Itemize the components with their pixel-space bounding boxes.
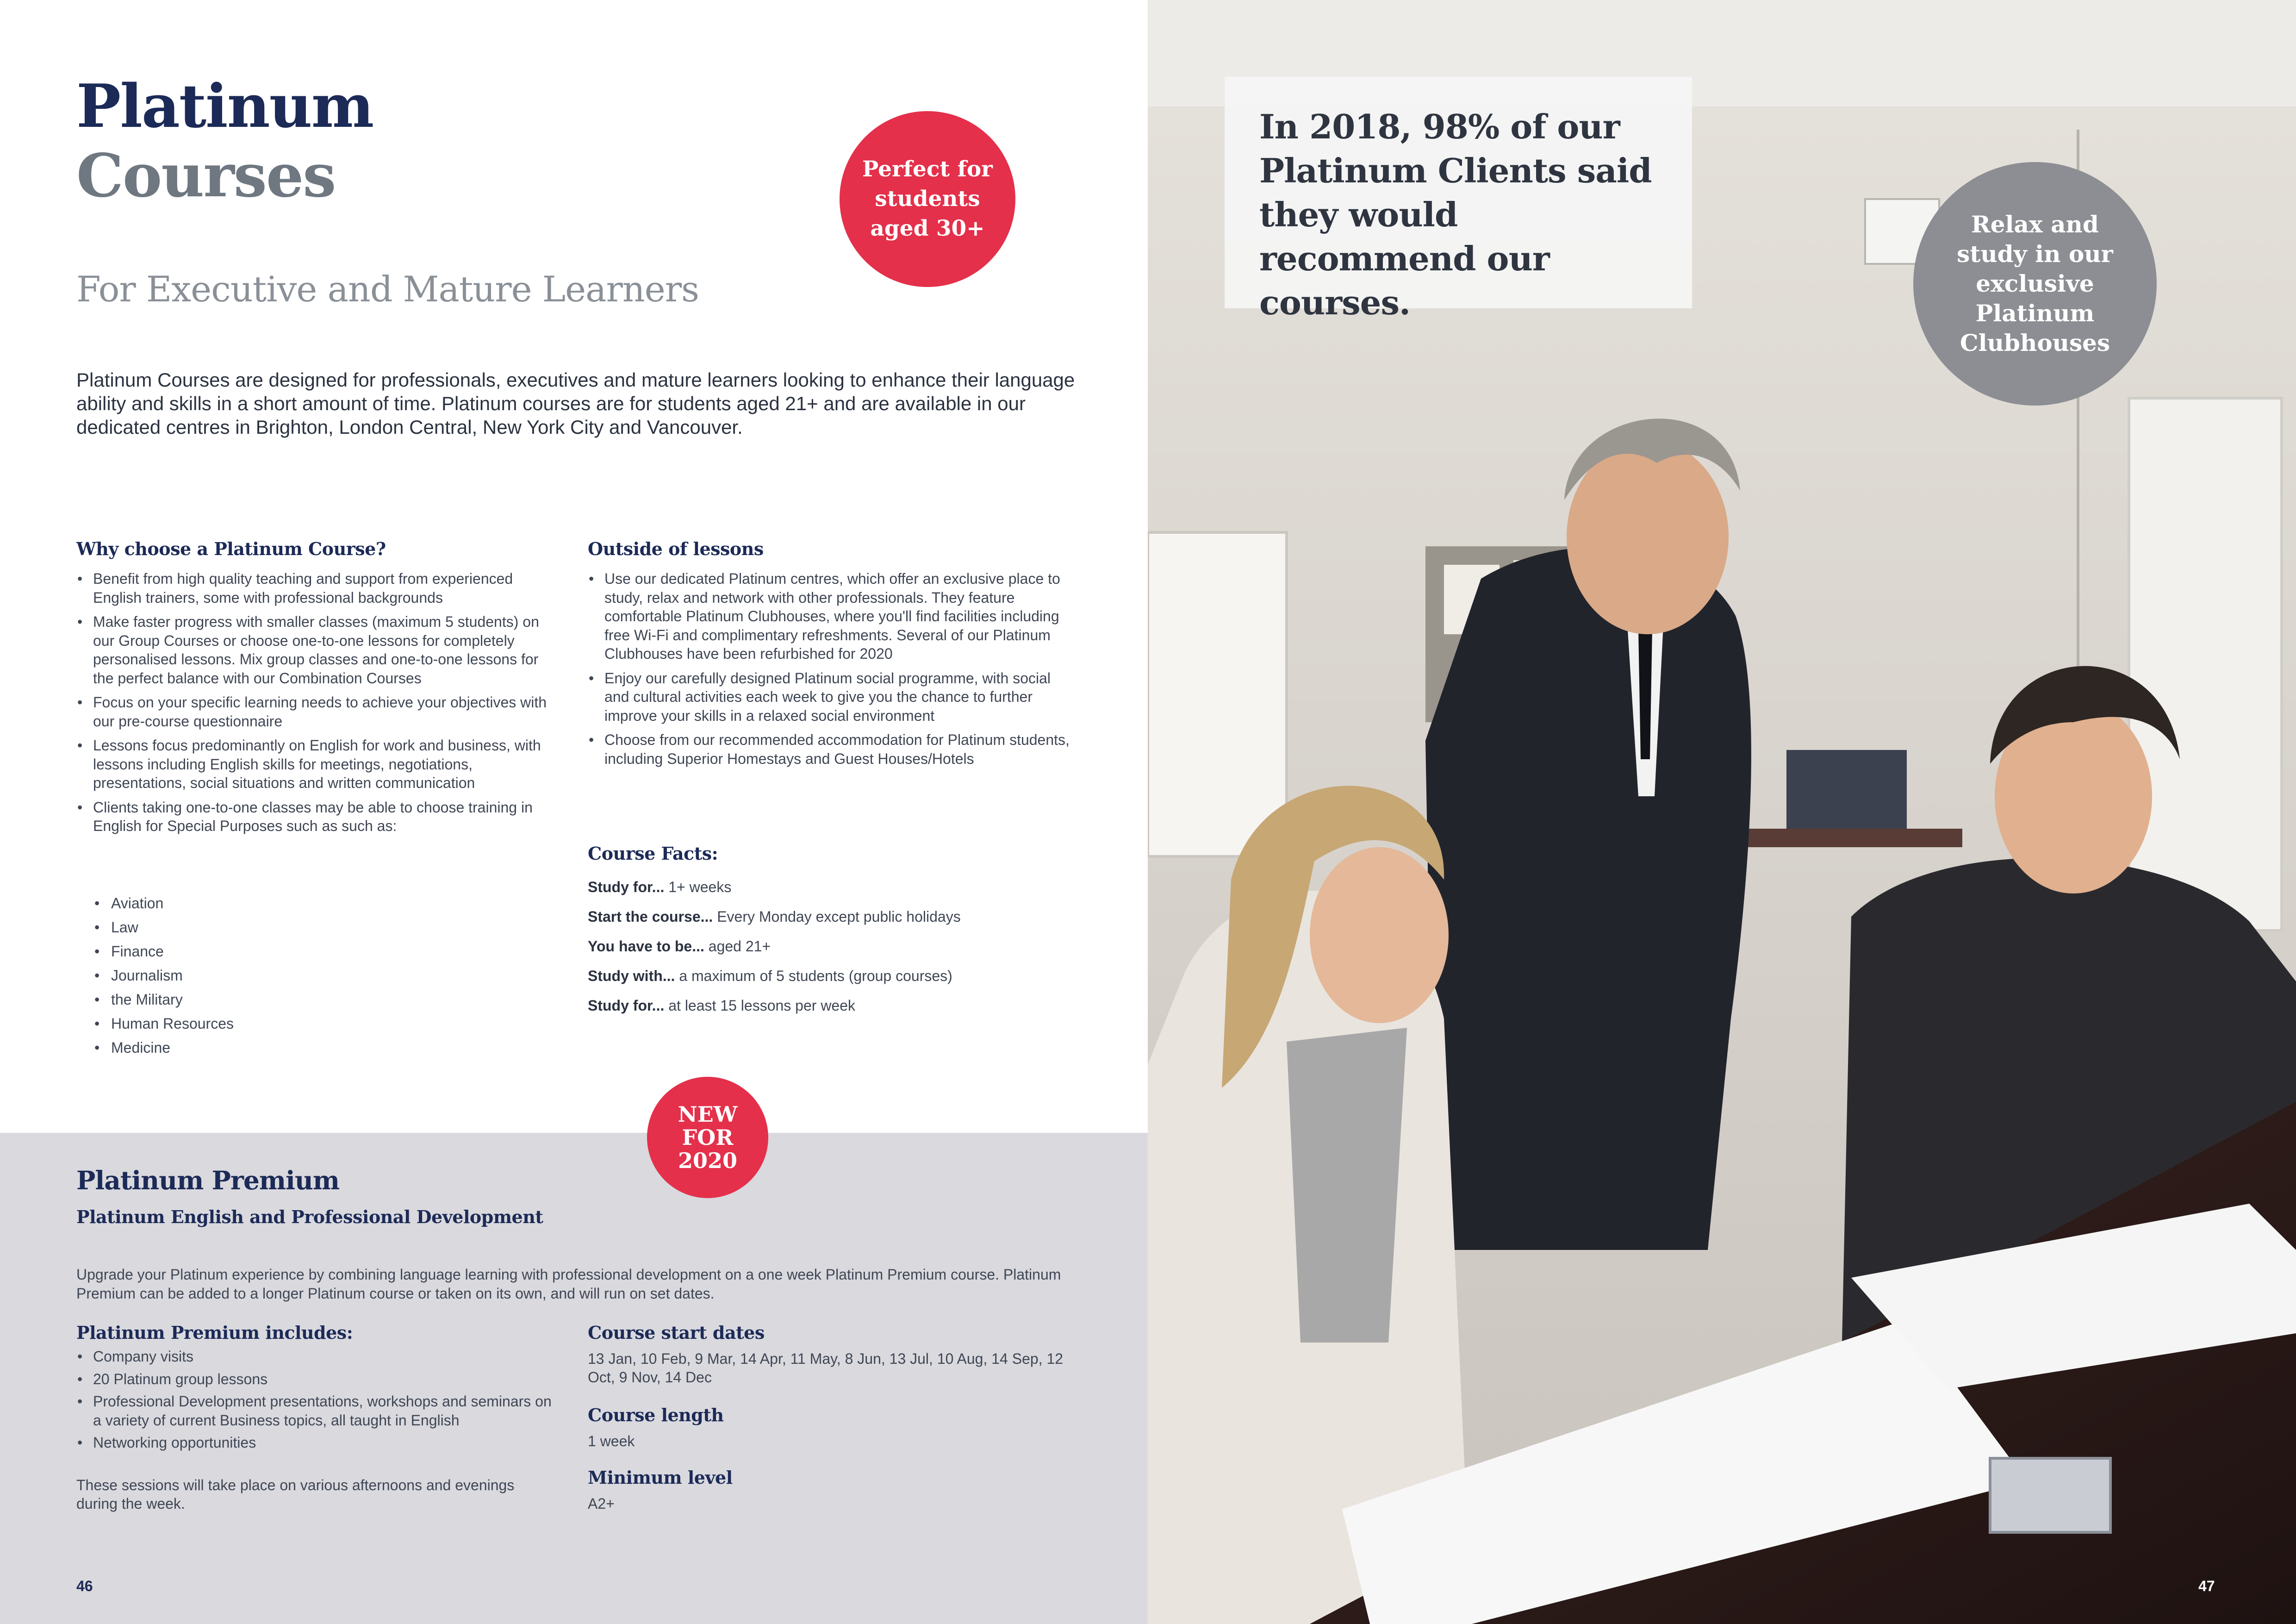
fact-row bbox=[588, 876, 961, 906]
new-for-2020-badge bbox=[647, 1077, 768, 1198]
premium-intro: Upgrade your Platinum experience by combining language learning with professional development on a one week Platinum Premium course. Platinum Premium can be added to a longer Platinum course or taken on its own, and will run on set dates. bbox=[76, 1266, 1061, 1302]
premium-includes-heading: Platinum Premium includes: bbox=[76, 1322, 353, 1343]
age-badge bbox=[840, 111, 1015, 287]
list-item: • Benefit from high quality teaching and support from experienced English trainers, some with professional backgrounds bbox=[76, 569, 553, 607]
clubhouse-badge-text: Relax and study in our exclusive Platinum Clubhouses bbox=[1957, 211, 2113, 356]
facts-heading: Course Facts: bbox=[588, 843, 718, 864]
quote-box bbox=[1225, 77, 1692, 322]
list-item: • Networking opportunities bbox=[76, 1433, 553, 1452]
man-jacket bbox=[1425, 547, 1751, 1250]
list-item: • Focus on your specific learning needs to achieve your objectives with our pre-course questionnaire bbox=[76, 693, 553, 731]
fact-label: Start the course... bbox=[588, 908, 713, 925]
clubhouse-badge bbox=[1913, 162, 2157, 406]
fact-label: Study with... bbox=[588, 968, 675, 984]
man-face bbox=[1567, 440, 1729, 634]
special-purposes-list bbox=[76, 891, 493, 1060]
list-item: • Aviation bbox=[76, 891, 493, 915]
list-item: • Make faster progress with smaller classes (maximum 5 students) on our Group Courses or choose one-to-one lessons for completely personalised lessons. Mix group classes and one-to-one lessons for the perfect balance with our Combination Courses bbox=[76, 612, 553, 687]
monitor bbox=[1786, 750, 1907, 838]
testimonial-quote: In 2018, 98% of our Platinum Clients said they would recommend our courses. bbox=[1259, 107, 1652, 322]
list-item: • 20 Platinum group lessons bbox=[76, 1370, 553, 1389]
woman-scarf bbox=[1287, 1028, 1407, 1343]
fact-row bbox=[588, 906, 961, 935]
minimum-level-heading: Minimum level bbox=[588, 1467, 733, 1488]
desk-object bbox=[1990, 1458, 2110, 1532]
new-badge-text bbox=[678, 1103, 738, 1172]
new-badge-line: 2020 bbox=[678, 1148, 738, 1173]
list-item: • Professional Development presentations, workshops and seminars on a variety of current Business topics, all taught in English bbox=[76, 1392, 553, 1430]
fact-row bbox=[588, 935, 961, 965]
list-item: • Lessons focus predominantly on English for work and business, with lessons including English skills for meetings, negotiations, presentations, social situations and written communication bbox=[76, 736, 553, 793]
page-subtitle: For Executive and Mature Learners bbox=[76, 269, 699, 310]
why-heading: Why choose a Platinum Course? bbox=[76, 538, 386, 559]
list-item: • Enjoy our carefully designed Platinum social programme, with social and cultural activities each week to give you the chance to further improve your skills in a relaxed social environment bbox=[588, 669, 1074, 725]
list-item: • Human Resources bbox=[76, 1012, 493, 1036]
outside-bullet-list bbox=[588, 569, 1074, 774]
premium-subtitle: Platinum English and Professional Development bbox=[76, 1206, 543, 1227]
fact-value: Every Monday except public holidays bbox=[717, 908, 961, 925]
woman-face bbox=[1310, 847, 1449, 1023]
list-item: • the Military bbox=[76, 987, 493, 1012]
fact-label: Study for... bbox=[588, 997, 665, 1014]
fact-value: aged 21+ bbox=[708, 938, 771, 955]
premium-includes-list bbox=[76, 1347, 553, 1456]
fact-value: 1+ weeks bbox=[668, 879, 732, 895]
list-item: • Journalism bbox=[76, 963, 493, 987]
intro-paragraph: Platinum Courses are designed for professionals, executives and mature learners looking to enhance their language ability and skills in a short amount of time. Platinum courses are for students aged 21+ and are available in our dedicated centres in Brighton, London Central, New York City and Vancouver. bbox=[76, 369, 1075, 438]
back-desk bbox=[1722, 829, 1962, 847]
fact-label: You have to be... bbox=[588, 938, 704, 955]
new-badge-line: NEW bbox=[678, 1102, 738, 1127]
age-badge-text: Perfect for students aged 30+ bbox=[862, 156, 993, 241]
course-length-heading: Course length bbox=[588, 1405, 724, 1425]
fact-value: at least 15 lessons per week bbox=[668, 997, 856, 1014]
list-item: • Company visits bbox=[76, 1347, 553, 1366]
page-title-line2: Courses bbox=[76, 141, 336, 211]
new-badge-line: FOR bbox=[682, 1125, 734, 1150]
fact-value: a maximum of 5 students (group courses) bbox=[679, 968, 952, 984]
list-item: • Use our dedicated Platinum centres, which offer an exclusive place to study, relax and network with other professionals. They feature comfortable Platinum Clubhouses, where you'll find facilities including free Wi-Fi and complimentary refreshments. Several of our Platinum Clubhouses have been refurbished for 2020 bbox=[588, 569, 1074, 663]
course-facts bbox=[588, 876, 961, 1024]
window bbox=[1148, 532, 1287, 856]
list-item: • Law bbox=[76, 915, 493, 939]
why-bullet-list bbox=[76, 569, 553, 841]
course-length: 1 week bbox=[588, 1433, 635, 1449]
whiteboard bbox=[2129, 398, 2282, 931]
start-dates-heading: Course start dates bbox=[588, 1322, 765, 1343]
minimum-level: A2+ bbox=[588, 1495, 615, 1512]
premium-title: Platinum Premium bbox=[76, 1165, 340, 1195]
page-title-line1: Platinum bbox=[76, 72, 373, 141]
sessions-note: These sessions will take place on various afternoons and evenings during the week. bbox=[76, 1477, 515, 1512]
fact-label: Study for... bbox=[588, 879, 665, 895]
start-dates: 13 Jan, 10 Feb, 9 Mar, 14 Apr, 11 May, 8 Jun, 13 Jul, 10 Aug, 14 Sep, 12 Oct, 9 Nov, 14 Dec bbox=[588, 1350, 1064, 1386]
fact-row bbox=[588, 965, 961, 994]
list-item: • Medicine bbox=[76, 1036, 493, 1060]
fact-row bbox=[588, 994, 961, 1024]
outside-heading: Outside of lessons bbox=[588, 538, 764, 559]
list-item: • Choose from our recommended accommodation for Platinum students, including Superior Homestays and Guest Houses/Hotels bbox=[588, 731, 1074, 768]
page-number-left: 46 bbox=[76, 1578, 93, 1594]
right-page bbox=[1148, 0, 2296, 1624]
man-tie bbox=[1638, 630, 1652, 759]
list-item: • Finance bbox=[76, 939, 493, 963]
page-number-right: 47 bbox=[2198, 1578, 2215, 1594]
list-item: • Clients taking one-to-one classes may be able to choose training in English for Special Purposes such as such as: bbox=[76, 798, 553, 836]
